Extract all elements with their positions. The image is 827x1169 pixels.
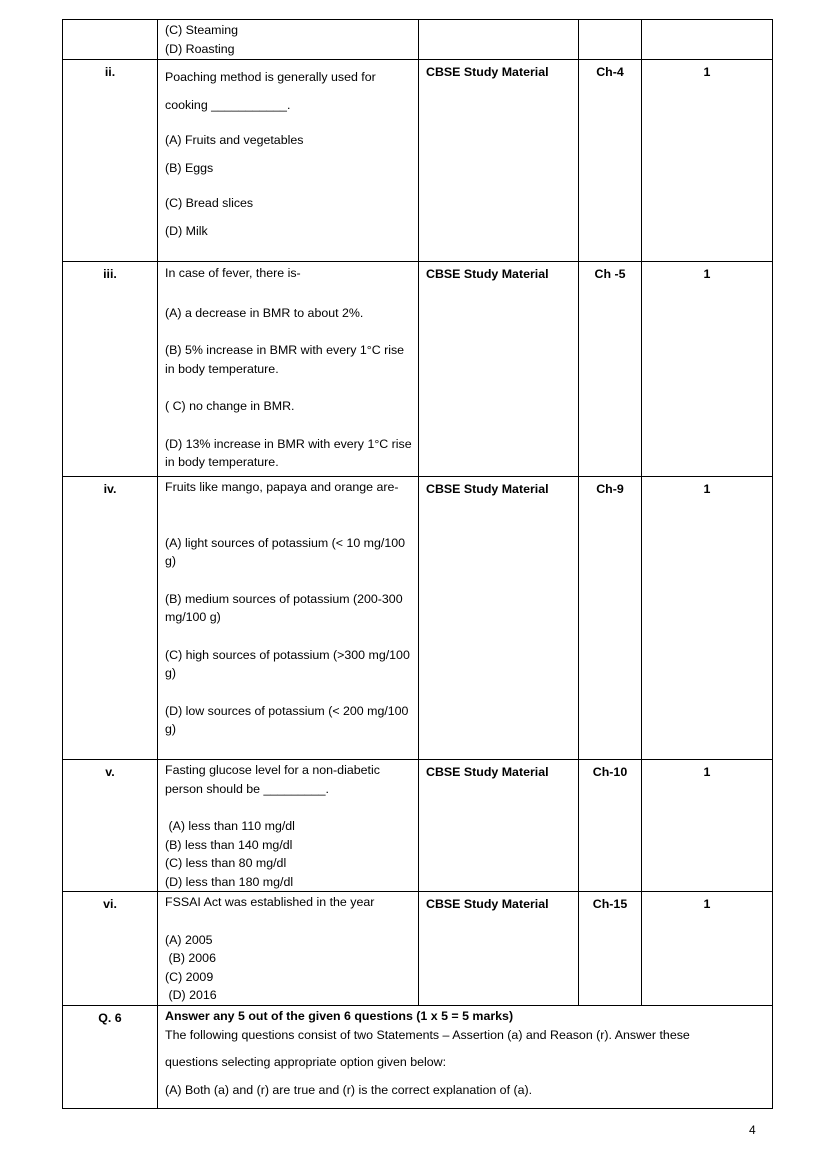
option-b: (B) 5% increase in BMR with every 1°C rise in body temperature. xyxy=(165,343,405,376)
source-cell xyxy=(419,20,579,60)
option-a: (A) Both (a) and (r) are true and (r) is the correct explanation of (a). xyxy=(165,1082,533,1097)
question-number: vi. xyxy=(103,897,117,911)
option-d: (D) low sources of potassium (< 200 mg/100 g) xyxy=(165,703,409,736)
option-b: (B) medium sources of potassium (200-300 mg/100 g) xyxy=(165,591,403,624)
option-d: (D) 2016 xyxy=(165,988,217,1002)
question-number: iv. xyxy=(103,482,117,496)
option-d: (D) less than 180 mg/dl xyxy=(165,874,294,889)
table-row xyxy=(63,760,773,892)
marks-cell xyxy=(642,20,773,60)
option-a: (A) less than 110 mg/dl xyxy=(165,819,295,833)
table-row xyxy=(63,60,773,262)
option-a: (A) Fruits and vegetables xyxy=(165,133,304,147)
option-c: (C) high sources of potassium (>300 mg/100 g) xyxy=(165,647,410,680)
option-b: (B) less than 140 mg/dl xyxy=(165,837,293,852)
question-number: v. xyxy=(105,765,115,779)
option-a: (A) 2005 xyxy=(165,932,213,947)
option-c: (C) less than 80 mg/dl xyxy=(165,856,287,870)
table-row xyxy=(63,477,773,760)
question-number xyxy=(63,20,158,60)
option-c: (C) 2009 xyxy=(165,969,214,984)
source-cell: CBSE Study Material xyxy=(426,267,549,281)
question-stem: Fasting glucose level for a non-diabetic person should be _________. xyxy=(165,763,380,796)
option-c: ( C) no change in BMR. xyxy=(165,399,295,413)
table-row xyxy=(63,20,773,60)
chapter-cell: Ch-10 xyxy=(592,765,628,779)
question-stem: FSSAI Act was established in the year xyxy=(165,895,375,909)
question-number: ii. xyxy=(104,65,116,79)
option-text: (D) Roasting xyxy=(165,41,235,56)
source-cell: CBSE Study Material xyxy=(426,65,549,79)
page-number: 4 xyxy=(749,1123,756,1137)
question-stem: Fruits like mango, papaya and orange are- xyxy=(165,480,399,494)
question-number: iii. xyxy=(103,267,117,281)
option-d: (D) Milk xyxy=(165,223,208,238)
option-a: (A) light sources of potassium (< 10 mg/100 g) xyxy=(165,535,406,568)
option-text: (C) Steaming xyxy=(165,23,238,37)
chapter-cell xyxy=(579,20,642,60)
section-heading: Answer any 5 out of the given 6 questions (1 x 5 = 5 marks) xyxy=(165,1009,514,1023)
table-row xyxy=(63,892,773,1006)
marks-cell: 1 xyxy=(703,897,711,911)
instruction-text: questions selecting appropriate option given below: xyxy=(165,1055,447,1069)
question-stem: Poaching method is generally used for xyxy=(165,70,376,84)
table-row xyxy=(63,262,773,477)
question-stem: In case of fever, there is- xyxy=(165,266,301,280)
marks-cell: 1 xyxy=(703,482,711,496)
chapter-cell: Ch-4 xyxy=(596,65,624,79)
option-c: (C) Bread slices xyxy=(165,196,254,210)
marks-cell: 1 xyxy=(703,65,711,79)
instruction-text: The following questions consist of two Statements – Assertion (a) and Reason (r). Answer these xyxy=(165,1027,690,1042)
question-table xyxy=(62,19,773,1109)
source-cell: CBSE Study Material xyxy=(426,482,549,496)
question-number: Q. 6 xyxy=(98,1011,122,1025)
table-row xyxy=(63,1006,773,1109)
option-b: (B) Eggs xyxy=(165,160,214,175)
chapter-cell: Ch-9 xyxy=(596,482,624,496)
marks-cell: 1 xyxy=(703,765,711,779)
chapter-cell: Ch-15 xyxy=(592,897,628,911)
source-cell: CBSE Study Material xyxy=(426,765,549,779)
source-cell: CBSE Study Material xyxy=(426,897,549,911)
marks-cell: 1 xyxy=(703,267,711,281)
option-b: (B) 2006 xyxy=(165,951,216,965)
option-d: (D) 13% increase in BMR with every 1°C rise in body temperature. xyxy=(165,436,412,469)
chapter-cell: Ch -5 xyxy=(594,267,626,281)
question-stem: cooking ___________. xyxy=(165,97,291,112)
option-a: (A) a decrease in BMR to about 2%. xyxy=(165,305,364,320)
